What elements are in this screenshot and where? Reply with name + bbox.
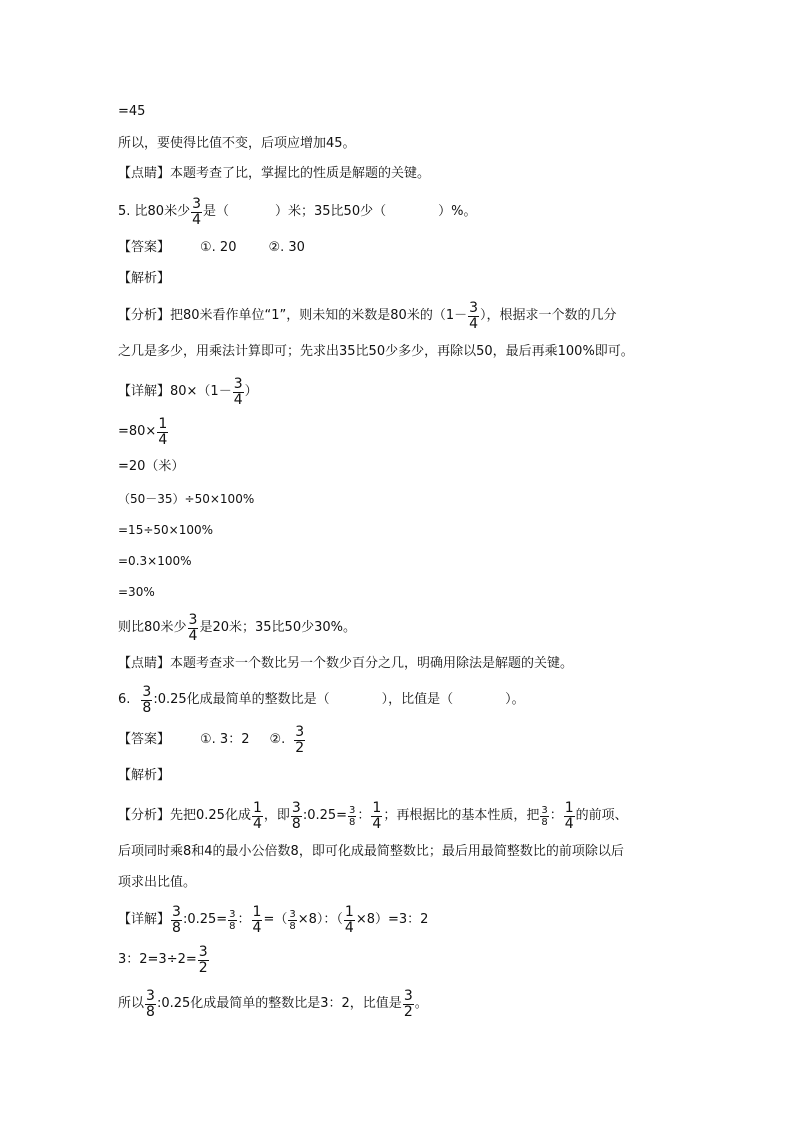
text-segment: 2 [295,739,305,756]
text-segment: =30% [118,585,155,599]
analysis-line [118,296,617,336]
text-segment: ①. 20 [200,240,237,255]
text-segment: :0.25= [182,912,228,927]
question-5 [118,192,476,232]
detail-line [118,940,210,980]
analysis-heading [118,768,170,784]
answer-5 [118,240,305,256]
text-segment: （50－35）÷50×100% [118,492,255,506]
text-segment: :0.25= [302,808,348,823]
text-segment: 3 [146,987,155,1004]
text-segment: =20（米） [118,459,185,474]
detail-line [118,412,169,452]
text-segment: 8 [229,920,236,932]
fraction [564,801,575,832]
fraction [294,725,305,756]
answer-6 [118,720,306,760]
text-segment: 【分析】先把0.25化成 [118,808,251,823]
fraction [468,301,479,332]
text-segment: 【点睛】本题考查了比，掌握比的性质是解题的关键。 [118,166,431,181]
text-segment: 4 [158,431,168,448]
text-segment: 3 [289,908,296,920]
text-segment: =（ [263,912,288,927]
text-segment: 3 [233,375,243,392]
text-line [118,136,356,152]
text-segment: 5. 比80米少 [118,204,191,219]
text-segment: ），根据求一个数的几分 [480,308,617,323]
fraction [344,905,355,936]
fraction [191,197,202,228]
text-segment: 8 [172,919,181,936]
text-segment: 【解析】 [118,768,171,783]
fraction [371,801,382,832]
text-segment: 2 [198,959,208,976]
text-segment: 是20米；35比50少30%。 [199,620,356,635]
text-segment: ）%。 [438,204,477,219]
text-segment: 2 [403,1003,413,1020]
detail-line [118,984,428,1024]
text-segment: 4 [188,627,198,644]
text-segment: 6. [118,692,131,707]
text-segment: ： [549,808,563,823]
text-segment: 。 [414,996,428,1011]
text-segment: 3 [541,804,548,816]
text-segment: 4 [252,919,262,936]
fraction [188,613,199,644]
text-segment: 4 [372,815,382,832]
text-segment: 3 [172,903,181,920]
detail-line [118,372,258,412]
text-segment: 后项同时乘8和4的最小公倍数8，即可化成最简整数比；最后用最简整数比的前项除以后 [118,844,624,859]
analysis-heading [118,271,170,287]
fraction [228,909,236,932]
text-segment: 4 [344,919,354,936]
text-segment: 所以 [118,996,145,1011]
fraction [288,909,296,932]
text-segment: ，即 [263,808,290,823]
detail-line [118,522,213,538]
text-segment: 【答案】 [118,732,171,747]
text-segment: ×8）=3：2 [355,912,429,927]
text-segment: 的前项、 [575,808,628,823]
text-segment: ①. 3：2 [200,732,250,747]
fraction [252,905,263,936]
analysis-line [118,875,196,891]
detail-line [118,459,184,475]
text-segment: 所以，要使得比值不变，后项应增加45。 [118,136,356,151]
text-segment: ： [237,912,251,927]
analysis-line [118,796,628,836]
text-segment: 之几是多少，用乘法计算即可；先求出35比50少多少，再除以50，最后再乘100%即可。 [118,344,634,359]
text-segment: 3 [142,683,152,700]
detail-line [118,608,356,648]
fraction [403,989,414,1020]
text-segment: 1 [252,799,262,816]
text-segment: 8 [289,920,296,932]
text-segment: 3 [192,195,201,212]
text-segment: 1 [158,415,168,432]
text-segment: 8 [349,816,356,828]
text-segment: 则比80米少 [118,620,187,635]
fraction [198,945,209,976]
text-segment: ×8）：（ [297,912,343,927]
detail-line [118,900,428,940]
text-segment: 【详解】80×（1－ [118,384,232,399]
text-segment: 3 [403,987,413,1004]
text-segment: 3 [291,799,301,816]
text-segment: 3：2=3÷2= [118,952,197,967]
text-segment: ： [357,808,371,823]
text-segment: ） [244,384,258,399]
fraction [233,377,244,408]
detail-line [118,553,192,569]
text-segment: ②. 30 [268,240,305,255]
text-segment: 3 [198,943,208,960]
fraction [171,905,182,936]
text-segment: ）。 [505,692,525,707]
text-segment: ），比值是（ [381,692,454,707]
text-segment: 1 [372,799,382,816]
text-segment: 【点睛】本题考查求一个数比另一个数少百分之几，明确用除法是解题的关键。 [118,656,574,671]
text-segment: 【答案】 [118,240,171,255]
text-segment: 4 [233,391,243,408]
fraction [141,685,152,716]
question-6 [118,680,525,720]
fraction [252,801,263,832]
detail-line [118,584,155,600]
text-segment: 【分析】把80米看作单位“1”，则未知的米数是80米的（1－ [118,308,468,323]
fraction [145,989,156,1020]
text-segment: 项求出比值。 [118,875,197,890]
text-segment: :0.25化成最简单的整数比是3：2，比值是 [156,996,402,1011]
text-segment: ；再根据比的基本性质，把 [383,808,540,823]
text-segment: :0.25化成最简单的整数比是（ [153,692,330,707]
text-segment: 3 [469,299,479,316]
text-segment: 3 [229,908,236,920]
fraction [291,801,302,832]
detail-line [118,491,254,507]
text-segment: 是（ [203,204,230,219]
text-segment: =15÷50×100% [118,523,214,537]
text-segment: =45 [118,104,146,119]
fraction [540,805,548,828]
text-segment: 【解析】 [118,271,171,286]
text-segment: 4 [252,815,262,832]
text-segment: ）米；35比50少（ [275,204,387,219]
text-segment: 8 [291,815,301,832]
text-line [118,104,145,120]
analysis-line [118,844,624,860]
text-segment: 8 [146,1003,155,1020]
analysis-line [118,344,634,360]
tip-line [118,656,573,672]
text-segment: 1 [564,799,574,816]
fraction [348,805,356,828]
text-segment: 3 [188,611,198,628]
text-segment: =0.3×100% [118,554,192,568]
text-segment: 3 [349,804,356,816]
text-segment: 4 [564,815,574,832]
fraction [157,417,168,448]
text-segment: 4 [192,211,201,228]
text-segment: 8 [541,816,548,828]
text-segment: =80× [118,424,157,439]
text-segment: 8 [142,699,152,716]
text-segment: 【详解】 [118,912,171,927]
text-line [118,166,430,182]
text-segment: 1 [252,903,262,920]
text-segment: 3 [295,723,305,740]
text-segment: 1 [344,903,354,920]
text-segment: ②. [269,732,286,747]
text-segment: 4 [469,315,479,332]
